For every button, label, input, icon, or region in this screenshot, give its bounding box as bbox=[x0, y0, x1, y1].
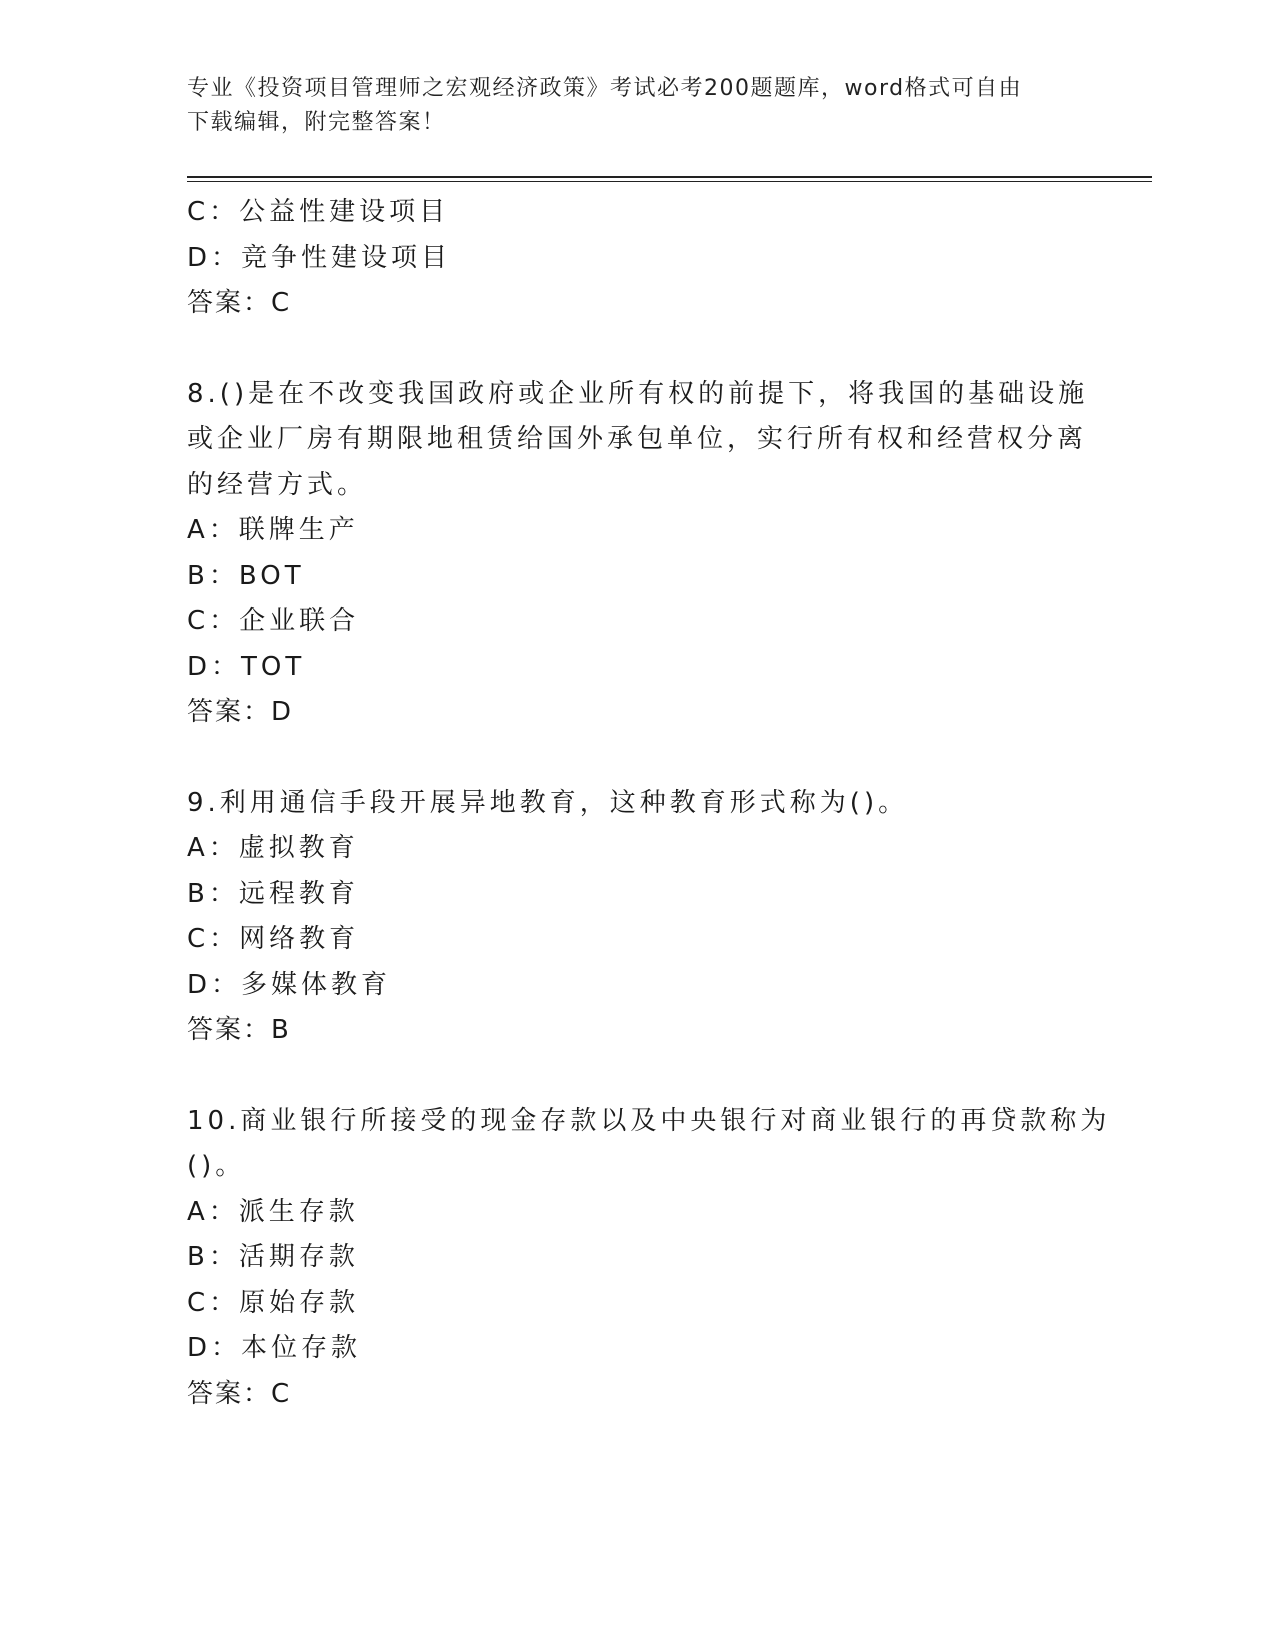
option-label: A： bbox=[187, 833, 239, 863]
option-label: C： bbox=[187, 924, 240, 954]
option-text: 派生存款 bbox=[238, 1196, 359, 1227]
option-text: 本位存款 bbox=[241, 1333, 362, 1363]
option-item bbox=[187, 599, 1087, 645]
option-label: B： bbox=[187, 1242, 239, 1272]
question-stem-line: 9.利用通信手段开展异地教育，这种教育形式称为()。 bbox=[187, 787, 909, 818]
option-label: A： bbox=[187, 515, 239, 545]
option-label: C： bbox=[187, 606, 240, 636]
option-text: 联牌生产 bbox=[238, 515, 359, 545]
header-line-2: 下载编辑，附完整答案！ bbox=[187, 110, 446, 135]
option-item bbox=[187, 1281, 1087, 1327]
option-item bbox=[187, 963, 1087, 1009]
question-block bbox=[187, 372, 1087, 736]
option-item bbox=[187, 872, 1087, 918]
question-block bbox=[187, 1099, 1111, 1418]
question-stem-line: 或企业厂房有期限地租赁给国外承包单位，实行所有权和经营权分离 bbox=[187, 424, 1088, 454]
option-label: D： bbox=[187, 1333, 242, 1363]
option-item bbox=[187, 1326, 1087, 1372]
option-label: D： bbox=[187, 651, 242, 682]
option-text: BOT bbox=[238, 560, 305, 591]
option-text: 网络教育 bbox=[239, 924, 360, 954]
question-stem-line: ()。 bbox=[187, 1151, 246, 1181]
option-label: D： bbox=[187, 969, 242, 1000]
option-item bbox=[187, 190, 1087, 236]
answer-line: 答案：D bbox=[187, 697, 294, 727]
option-item bbox=[187, 554, 1087, 600]
question-block bbox=[187, 190, 1087, 327]
question-stem-line: 10.商业银行所接受的现金存款以及中央银行对商业银行的再贷款称为 bbox=[187, 1105, 1111, 1136]
option-text: 远程教育 bbox=[238, 878, 359, 909]
option-text: 多媒体教育 bbox=[241, 969, 392, 1000]
option-label: C： bbox=[187, 1287, 240, 1318]
question-stem-line: 8.()是在不改变我国政府或企业所有权的前提下，将我国的基础设施 bbox=[187, 378, 1089, 409]
option-item bbox=[187, 1235, 1087, 1281]
header-rule-thick bbox=[187, 176, 1152, 178]
answer-line: 答案：C bbox=[187, 288, 292, 318]
option-item bbox=[187, 508, 1087, 554]
header-line-1: 专业《投资项目管理师之宏观经济政策》考试必考200题题库，word格式可自由 bbox=[187, 76, 1023, 101]
option-text: 虚拟教育 bbox=[238, 833, 359, 863]
option-label: D： bbox=[187, 242, 242, 273]
answer-line: 答案：C bbox=[187, 1378, 292, 1409]
option-label: B： bbox=[187, 560, 239, 591]
option-text: 原始存款 bbox=[239, 1287, 360, 1318]
question-spacer bbox=[187, 1054, 1087, 1099]
option-text: 活期存款 bbox=[238, 1242, 359, 1272]
question-spacer bbox=[187, 736, 1087, 781]
option-item bbox=[187, 236, 1087, 282]
option-label: B： bbox=[187, 878, 239, 909]
option-item bbox=[187, 917, 1087, 963]
option-text: 竞争性建设项目 bbox=[241, 242, 452, 273]
option-text: TOT bbox=[241, 651, 306, 682]
question-spacer bbox=[187, 327, 1087, 372]
option-item bbox=[187, 826, 1087, 872]
document-header bbox=[187, 72, 1087, 140]
header-rule-thin bbox=[187, 181, 1152, 182]
option-item bbox=[187, 645, 1087, 691]
option-text: 公益性建设项目 bbox=[239, 197, 450, 227]
option-label: A： bbox=[187, 1196, 239, 1227]
option-text: 企业联合 bbox=[239, 606, 360, 636]
question-stem-line: 的经营方式。 bbox=[187, 469, 368, 500]
question-block bbox=[187, 781, 1087, 1054]
option-item bbox=[187, 1190, 1087, 1236]
option-label: C： bbox=[187, 197, 240, 227]
question-list bbox=[187, 190, 1111, 1417]
answer-line: 答案：B bbox=[187, 1015, 291, 1045]
